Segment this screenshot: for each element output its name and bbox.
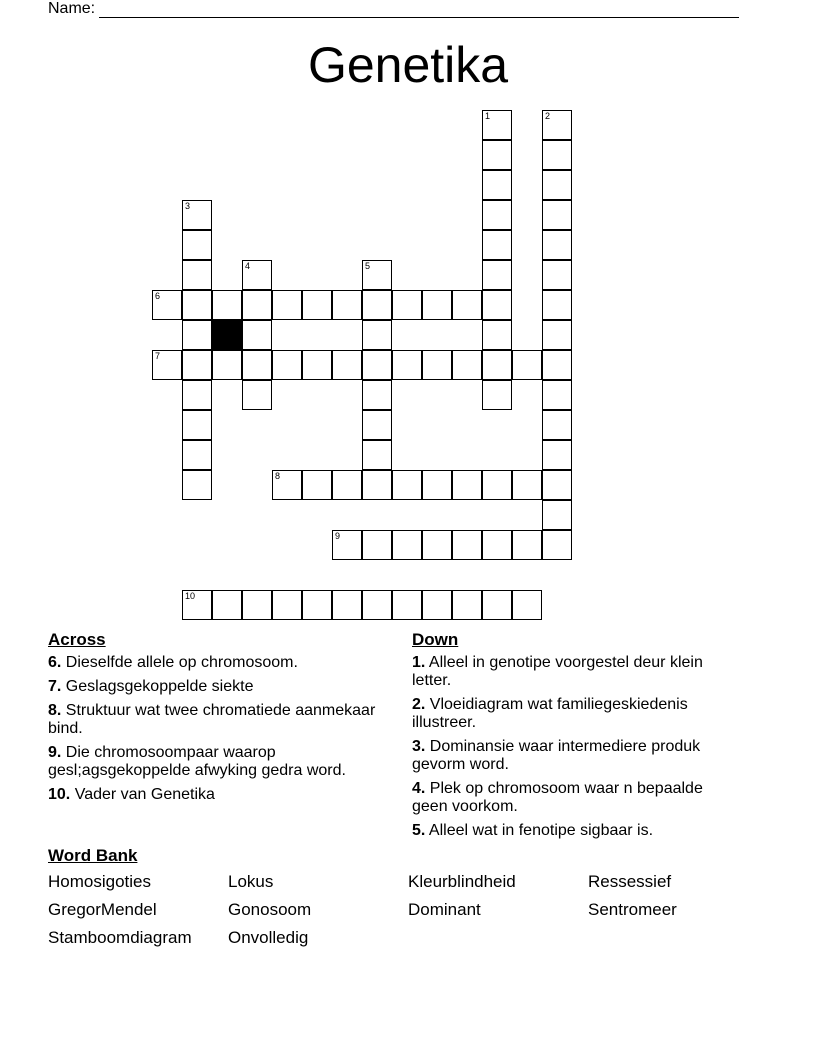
crossword-cell[interactable] (302, 470, 332, 500)
crossword-cell[interactable] (392, 470, 422, 500)
crossword-cell[interactable] (392, 350, 422, 380)
clue-number: 4 (245, 261, 251, 271)
down-clue: 3. Dominansie waar intermediere produk gevorm word. (412, 738, 701, 773)
crossword-cell[interactable] (542, 260, 572, 290)
crossword-cell[interactable] (482, 230, 512, 260)
name-label: Name: (48, 0, 96, 17)
crossword-cell[interactable] (362, 260, 392, 290)
word-bank-item: Gonosoom (228, 900, 312, 919)
crossword-cell[interactable] (482, 170, 512, 200)
word-bank-item: Ressessief (588, 872, 672, 891)
crossword-cell[interactable] (362, 440, 392, 470)
crossword-cell[interactable] (542, 470, 572, 500)
crossword-cell[interactable] (542, 440, 572, 470)
crossword-cell[interactable] (332, 350, 362, 380)
down-clue: 4. Plek op chromosoom waar n bepaalde geen voorkom. (412, 780, 703, 815)
crossword-cell[interactable] (542, 110, 572, 140)
crossword-cell[interactable] (482, 350, 512, 380)
crossword-cell[interactable] (182, 470, 212, 500)
crossword-cell[interactable] (272, 350, 302, 380)
crossword-cell[interactable] (482, 110, 512, 140)
crossword-cell[interactable] (242, 320, 272, 350)
clue-number: 1 (485, 111, 491, 121)
crossword-cell[interactable] (452, 590, 482, 620)
down-clue: 1. Alleel in genotipe voorgestel deur klein letter. (412, 654, 703, 689)
crossword-cell[interactable] (542, 170, 572, 200)
crossword-cell[interactable] (302, 350, 332, 380)
crossword-cell[interactable] (392, 290, 422, 320)
down-clue: 5. Alleel wat in fenotipe sigbaar is. (412, 822, 654, 839)
down-clue: 2. Vloeidiagram wat familiegeskiedenis illustreer. (412, 696, 688, 731)
crossword-cell[interactable] (512, 530, 542, 560)
word-bank-item: Dominant (408, 900, 481, 919)
crossword-cell[interactable] (182, 260, 212, 290)
across-clue: 7. Geslagsgekoppelde siekte (48, 678, 254, 695)
word-bank-item: Homosigoties (48, 872, 151, 891)
crossword-cell[interactable] (452, 470, 482, 500)
across-clue: 6. Dieselfde allele op chromosoom. (48, 654, 298, 671)
crossword-cell[interactable] (272, 290, 302, 320)
crossword-cell[interactable] (362, 350, 392, 380)
crossword-cell[interactable] (482, 530, 512, 560)
clue-number: 3 (185, 201, 191, 211)
crossword-cell[interactable] (182, 410, 212, 440)
across-clue: 10. Vader van Genetika (48, 786, 215, 803)
clue-number: 8 (275, 471, 281, 481)
crossword-cell[interactable] (542, 140, 572, 170)
crossword-cell[interactable] (452, 350, 482, 380)
crossword-cell[interactable] (482, 140, 512, 170)
crossword-cell[interactable] (182, 320, 212, 350)
crossword-cell[interactable] (182, 230, 212, 260)
crossword-cell[interactable] (182, 200, 212, 230)
crossword-cell[interactable] (362, 320, 392, 350)
crossword-cell[interactable] (182, 590, 212, 620)
crossword-cell[interactable] (272, 590, 302, 620)
crossword-cell[interactable] (212, 590, 242, 620)
crossword-cell[interactable] (542, 230, 572, 260)
crossword-cell[interactable] (182, 380, 212, 410)
crossword-cell[interactable] (392, 590, 422, 620)
word-bank-item: Onvolledig (228, 928, 309, 947)
crossword-cell[interactable] (182, 350, 212, 380)
crossword-cell[interactable] (242, 380, 272, 410)
crossword-cell[interactable] (332, 590, 362, 620)
clue-number: 7 (155, 351, 161, 361)
word-bank-heading: Word Bank (48, 846, 138, 865)
crossword-cell[interactable] (482, 470, 512, 500)
crossword-cell[interactable] (512, 350, 542, 380)
crossword-cell[interactable] (422, 290, 452, 320)
page-title: Genetika (307, 37, 509, 93)
crossword-cell[interactable] (302, 290, 332, 320)
crossword-cell[interactable] (452, 530, 482, 560)
crossword-cell[interactable] (542, 350, 572, 380)
across-heading: Across (48, 630, 106, 649)
crossword-cell[interactable] (542, 200, 572, 230)
crossword-cell[interactable] (242, 590, 272, 620)
crossword-cell[interactable] (362, 470, 392, 500)
crossword-cell[interactable] (542, 500, 572, 530)
crossword-cell[interactable] (422, 530, 452, 560)
crossword-black-cell (212, 320, 242, 350)
crossword-cell[interactable] (422, 350, 452, 380)
word-bank-item: Kleurblindheid (408, 872, 516, 891)
crossword-cell[interactable] (332, 470, 362, 500)
word-bank-item: Stamboomdiagram (48, 928, 192, 947)
crossword-cell[interactable] (482, 290, 512, 320)
crossword-cell[interactable] (482, 260, 512, 290)
word-bank-item: GregorMendel (48, 900, 157, 919)
word-bank-item: Lokus (228, 872, 274, 891)
crossword-cell[interactable] (482, 380, 512, 410)
across-clues (48, 630, 398, 810)
crossword-cell[interactable] (542, 320, 572, 350)
crossword-cell[interactable] (152, 350, 182, 380)
crossword-cell[interactable] (272, 470, 302, 500)
crossword-cell[interactable] (422, 470, 452, 500)
down-clues (412, 630, 742, 846)
crossword-cell[interactable] (212, 350, 242, 380)
crossword-cell[interactable] (482, 200, 512, 230)
crossword-cell[interactable] (362, 590, 392, 620)
crossword-cell[interactable] (362, 530, 392, 560)
crossword-cell[interactable] (242, 290, 272, 320)
crossword-cell[interactable] (542, 380, 572, 410)
crossword-cell[interactable] (332, 530, 362, 560)
crossword-cell[interactable] (542, 530, 572, 560)
crossword-cell[interactable] (482, 590, 512, 620)
crossword-cell[interactable] (482, 320, 512, 350)
across-clue: 9. Die chromosoompaar waarop gesl;agsgekoppelde afwyking gedra word. (48, 744, 346, 779)
across-clue: 8. Struktuur wat twee chromatiede aanmekaar bind. (48, 702, 376, 737)
crossword-cell[interactable] (422, 590, 452, 620)
crossword-cell[interactable] (362, 410, 392, 440)
crossword-cell[interactable] (512, 470, 542, 500)
word-bank-item: Sentromeer (588, 900, 677, 919)
word-bank (48, 846, 768, 948)
clue-number: 2 (545, 111, 551, 121)
crossword-cell[interactable] (332, 290, 362, 320)
clue-number: 10 (185, 591, 196, 601)
crossword-cell[interactable] (452, 290, 482, 320)
crossword-cell[interactable] (182, 290, 212, 320)
crossword-cell[interactable] (542, 290, 572, 320)
crossword-cell[interactable] (392, 530, 422, 560)
crossword-cell[interactable] (512, 590, 542, 620)
crossword-cell[interactable] (212, 290, 242, 320)
crossword-cell[interactable] (542, 410, 572, 440)
crossword-cell[interactable] (302, 590, 332, 620)
clue-number: 6 (155, 291, 161, 301)
down-heading: Down (412, 630, 459, 649)
crossword-cell[interactable] (152, 290, 182, 320)
crossword-cell[interactable] (242, 350, 272, 380)
crossword-cell[interactable] (362, 290, 392, 320)
clue-number: 9 (335, 531, 341, 541)
crossword-cell[interactable] (362, 380, 392, 410)
clue-number: 5 (365, 261, 371, 271)
crossword-cell[interactable] (242, 260, 272, 290)
crossword-cell[interactable] (182, 440, 212, 470)
